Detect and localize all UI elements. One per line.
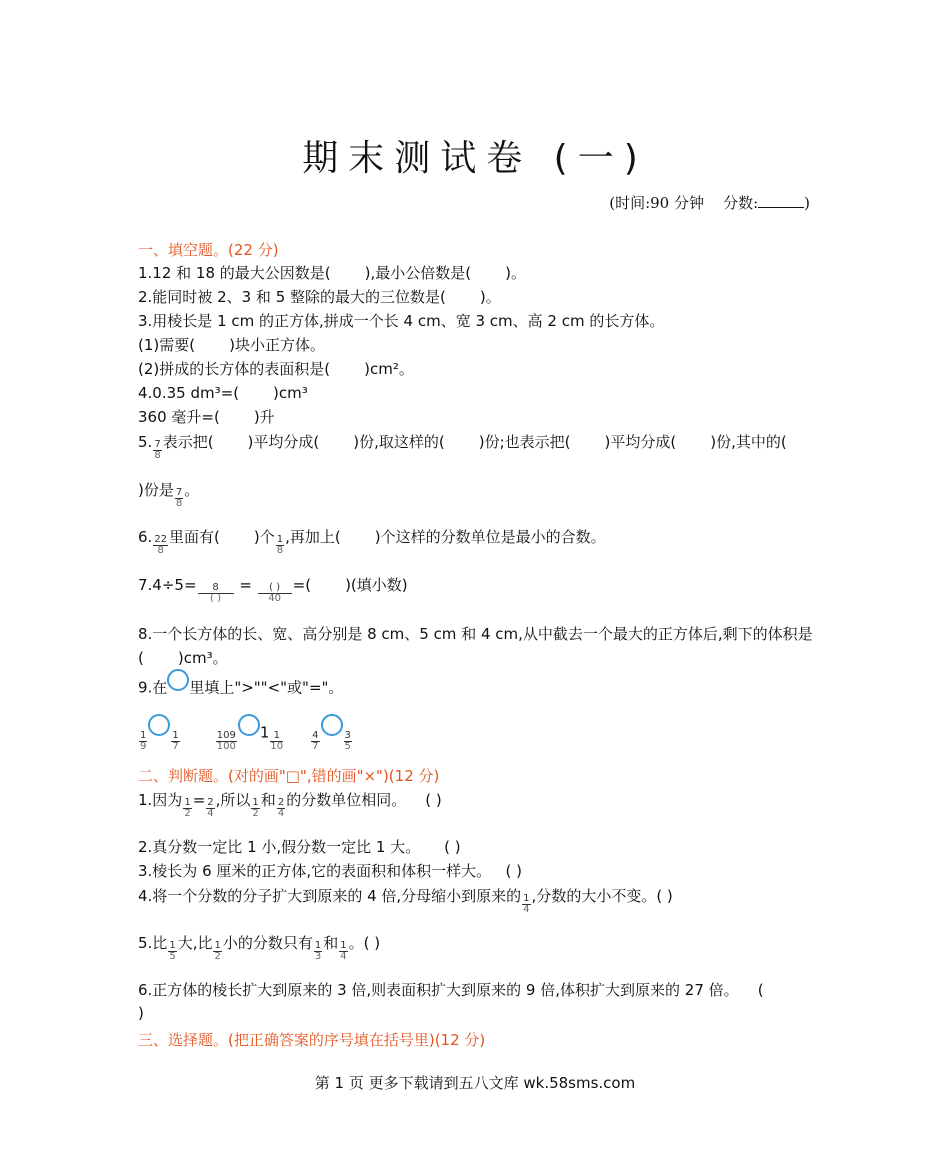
question-5-cont: )份是 $\frac{7}{8}$ 。 bbox=[138, 481, 200, 509]
question-5: 5. $\frac{7}{8}$ 表示把( )平均分成( )份,取这样的( )份;也表示把( )平均分成( )份,其中的( bbox=[138, 433, 787, 461]
question-1: 1.12 和 18 的最大公因数是( ),最小公倍数是( )。 bbox=[138, 264, 526, 282]
fraction: $\frac{( )}{40}$ bbox=[258, 583, 292, 604]
fraction: $\frac{1}{2}$ bbox=[184, 797, 191, 819]
fraction: $\frac{1}{4}$ bbox=[340, 940, 347, 962]
score-label: 分数: bbox=[723, 194, 759, 212]
question-3-1: (1)需要( )块小正方体。 bbox=[138, 336, 325, 354]
fraction: $\frac{8}{( )}$ bbox=[198, 583, 234, 604]
time-label: (时间:90 分钟 bbox=[609, 194, 704, 212]
fraction: $\frac{3}{5}$ bbox=[344, 729, 351, 752]
question-9-items: $\frac{1}{9}$ $\frac{1}{7}$ $\frac{109}{100}$ 1 $\frac{1}{10}$ $\frac{4}{7}$ $\frac{3}{5}$ bbox=[138, 722, 353, 744]
fraction: $\frac{109}{100}$ bbox=[216, 729, 236, 752]
fraction: $\frac{1}{2}$ bbox=[252, 797, 259, 819]
section-heading-judge: 二、判断题。(对的画"□",错的画"×")(12 分) bbox=[138, 767, 440, 785]
answer-circle[interactable] bbox=[148, 714, 170, 736]
fraction: $\frac{1}{2}$ bbox=[214, 940, 221, 962]
fraction: $\frac{7}{8}$ bbox=[175, 487, 183, 509]
fraction: $\frac{1}{9}$ bbox=[140, 729, 147, 752]
question-3: 3.用棱长是 1 cm 的正方体,拼成一个长 4 cm、宽 3 cm、高 2 cm 的长方体。 bbox=[138, 312, 665, 330]
page-title: 期末测试卷 (一) bbox=[302, 138, 648, 179]
judge-1: 1.因为 $\frac{1}{2}$ = $\frac{2}{4}$ ,所以 $\frac{1}{2}$ 和 $\frac{2}{4}$ 的分数单位相同。 ( ) bbox=[138, 791, 442, 819]
fraction: $\frac{22}{8}$ bbox=[154, 534, 168, 556]
fraction: $\frac{1}{10}$ bbox=[270, 729, 284, 752]
question-8: 8.一个长方体的长、宽、高分别是 8 cm、5 cm 和 4 cm,从中截去一个最大的正方体后,剩下的体积是( )cm³。 bbox=[138, 625, 813, 667]
question-4b: 360 毫升=( )升 bbox=[138, 408, 275, 426]
question-3-2: (2)拼成的长方体的表面积是( )cm²。 bbox=[138, 360, 414, 378]
section-heading-fill: 一、填空题。(22 分) bbox=[138, 241, 279, 259]
fraction: $\frac{7}{8}$ bbox=[154, 439, 161, 461]
fraction: $\frac{2}{4}$ bbox=[207, 797, 214, 819]
fraction: $\frac{1}{3}$ bbox=[314, 940, 322, 962]
fraction: $\frac{1}{5}$ bbox=[169, 940, 176, 962]
answer-circle[interactable] bbox=[238, 714, 260, 736]
fraction: $\frac{1}{4}$ bbox=[523, 893, 530, 915]
judge-4: 4.将一个分数的分子扩大到原来的 4 倍,分母缩小到原来的 $\frac{1}{4}$ ,分数的大小不变。( ) bbox=[138, 887, 673, 915]
section-heading-choice: 三、选择题。(把正确答案的序号填在括号里)(12 分) bbox=[138, 1031, 486, 1049]
fraction: $\frac{1}{8}$ bbox=[276, 534, 284, 556]
question-7: 7.4÷5= $\frac{8}{( )}$ = $\frac{( )}{40}$ =( )(填小数) bbox=[138, 576, 408, 604]
judge-6: 6.正方体的棱长扩大到原来的 3 倍,则表面积扩大到原来的 9 倍,体积扩大到原来的 27 倍。 ( bbox=[138, 981, 764, 999]
question-4a: 4.0.35 dm³=( )cm³ bbox=[138, 384, 308, 402]
fraction: $\frac{1}{7}$ bbox=[172, 729, 179, 752]
question-2: 2.能同时被 2、3 和 5 整除的最大的三位数是( )。 bbox=[138, 288, 501, 306]
page-footer: 第 1 页 更多下载请到五八文库 wk.58sms.com bbox=[314, 1074, 636, 1092]
question-9: 9.在 里填上">""<"或"="。 bbox=[138, 677, 343, 699]
exam-meta: (时间:90 分钟 分数: ) bbox=[609, 194, 810, 212]
judge-5: 5.比 $\frac{1}{5}$ 大,比 $\frac{1}{2}$ 小的分数只有 $\frac{1}{3}$ 和 $\frac{1}{4}$ 。( ) bbox=[138, 934, 381, 962]
judge-6-cont: ) bbox=[138, 1004, 144, 1022]
answer-circle[interactable] bbox=[321, 714, 343, 736]
answer-circle[interactable] bbox=[167, 669, 189, 691]
fraction: $\frac{4}{7}$ bbox=[312, 729, 319, 752]
question-6: 6. $\frac{22}{8}$ 里面有( )个 $\frac{1}{8}$ ,再加上( )个这样的分数单位是最小的合数。 bbox=[138, 528, 606, 556]
score-blank bbox=[758, 193, 804, 208]
judge-3: 3.棱长为 6 厘米的正方体,它的表面积和体积一样大。 ( ) bbox=[138, 862, 522, 880]
judge-2: 2.真分数一定比 1 小,假分数一定比 1 大。 ( ) bbox=[138, 838, 461, 856]
fraction: $\frac{2}{4}$ bbox=[277, 797, 285, 819]
